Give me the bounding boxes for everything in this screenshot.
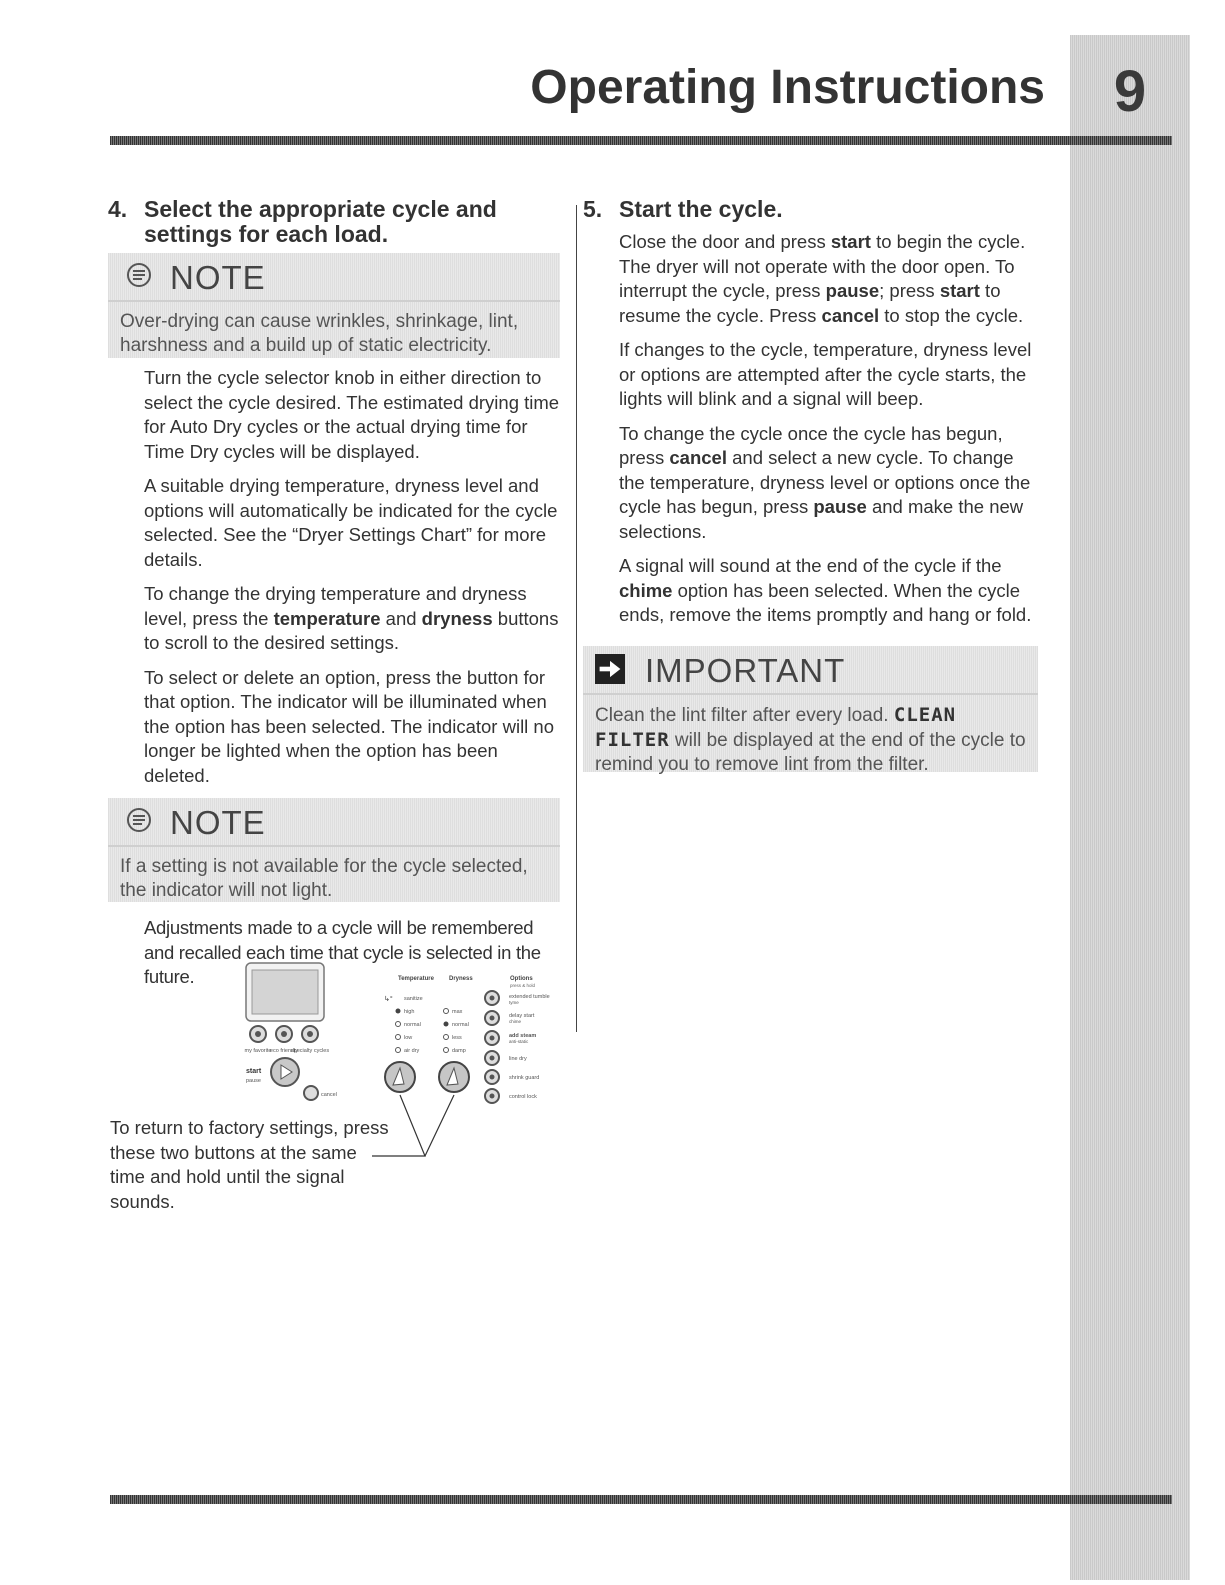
display-window: [252, 970, 318, 1014]
paragraph: If changes to the cycle, temperature, dryness level or options are attempted after the cycle starts, the lights will blink and a signal will beep.: [619, 339, 1032, 409]
cycle-buttons: [245, 1026, 330, 1054]
option-label: delay start: [509, 1013, 535, 1019]
options-subheader: press & hold: [510, 983, 536, 988]
option-label: control lock: [509, 1094, 537, 1100]
temp-indicator: [396, 1035, 401, 1040]
dry-item: max: [452, 1009, 463, 1015]
paragraph: A signal will sound at the end of the cycle if the chime option has been selected. When the cycle ends, remove the items promptly and hang or fold.: [619, 555, 1032, 625]
button-label: my favorite: [244, 1048, 272, 1054]
page-number: 9: [1113, 59, 1147, 124]
note-line: harshness and a build up of static electricity.: [120, 335, 492, 356]
temp-item: low: [404, 1035, 413, 1041]
factory-reset-caption: To return to factory settings, press these two buttons at the same time and hold until the signal sounds.: [110, 1117, 389, 1212]
cancel-keyword: cancel: [821, 304, 880, 326]
temp-item: air dry: [404, 1048, 420, 1054]
temperature-list: [404, 996, 423, 1054]
important-text: Clean the lint filter after every load. CLEAN FILTER will be displayed at the end of the cycle to remind you to remove lint from the filter.: [595, 703, 1026, 775]
note-title: NOTE: [170, 259, 266, 296]
dryness-list: [452, 1009, 469, 1054]
option-label: extended tumble: [509, 994, 550, 1000]
paragraph: Turn the cycle selector knob in either direction to select the cycle desired. The estimated drying time for Auto Dry cycles or the actual drying time for Time Dry cycles will be displayed.: [144, 367, 560, 462]
dry-item: normal: [452, 1022, 469, 1028]
temp-indicator: [396, 1009, 401, 1014]
note-line: Over-drying can cause wrinkles, shrinkage, lint,: [120, 311, 519, 332]
cancel-button: [304, 1086, 318, 1100]
temp-item: high: [404, 1009, 415, 1015]
button-label: specialty cycles: [290, 1048, 330, 1054]
temperature-header: Temperature: [398, 976, 434, 982]
start-keyword: start: [939, 280, 980, 301]
heading-line: Select the appropriate cycle and: [144, 196, 497, 222]
option-label: add steam: [509, 1033, 537, 1039]
callout-line: [425, 1095, 454, 1156]
filter-display-text: FILTER: [595, 728, 670, 751]
paragraph: Adjustments made to a cycle will be remembered and recalled each time that cycle is selected in the future.: [144, 917, 541, 987]
paragraph: Close the door and press start to begin the cycle. The dryer will not operate with the door open. To interrupt the cycle, press pause; press start to resume the cycle. Press cancel to stop the cycle.: [619, 231, 1026, 326]
temperature-keyword: temperature: [273, 607, 381, 629]
step-number: 5.: [583, 196, 603, 222]
pause-label: pause: [246, 1078, 261, 1084]
step-number: 4.: [108, 196, 128, 222]
dry-item: less: [452, 1035, 462, 1041]
dryness-keyword: dryness: [421, 607, 493, 629]
options-header: Options: [510, 976, 533, 982]
option-label: shrink guard: [509, 1075, 540, 1081]
paragraph: To change the drying temperature and dryness level, press the temperature and dryness buttons to scroll to the desired settings.: [144, 583, 559, 653]
cancel-keyword: cancel: [669, 447, 727, 468]
option-labels: [509, 994, 550, 1100]
dry-indicator: [444, 1022, 449, 1027]
start-label: start: [246, 1068, 262, 1075]
chime-keyword: chime: [619, 579, 673, 601]
dryness-header: Dryness: [449, 976, 473, 982]
temp-item: normal: [404, 1022, 421, 1028]
paragraph: To select or delete an option, press the button for that option. The indicator will be illuminated when the option has been selected. The indicator will no longer be lighted when the option has been deleted.: [144, 666, 555, 786]
start-keyword: start: [830, 231, 871, 252]
dry-indicator: [444, 1035, 449, 1040]
temp-item: sanitize: [404, 996, 423, 1002]
page-title: Operating Instructions: [530, 61, 1045, 114]
sanitize-icon: ↳°: [384, 996, 393, 1003]
note-line: If a setting is not available for the cycle selected,: [120, 856, 528, 877]
pause-keyword: pause: [813, 496, 867, 517]
note-line: the indicator will not light.: [120, 880, 333, 901]
cancel-label: cancel: [321, 1092, 337, 1098]
important-title: IMPORTANT: [645, 651, 846, 689]
heading-line: Start the cycle.: [619, 196, 783, 222]
heading-line: settings for each load.: [144, 221, 389, 247]
clean-display-text: CLEAN: [893, 703, 957, 726]
dry-indicator: [444, 1009, 449, 1014]
dry-indicator: [444, 1048, 449, 1053]
dry-item: damp: [452, 1048, 466, 1054]
paragraph: To change the cycle once the cycle has begun, press cancel and select a new cycle. To change the temperature, dryness level or options once the cycle has begun, press pause and make the new selections.: [619, 422, 1031, 542]
option-buttons: [485, 991, 499, 1103]
option-sublabel: chime: [509, 1019, 522, 1024]
note-title: NOTE: [170, 804, 266, 841]
temp-indicator: [396, 1022, 401, 1027]
option-label: line dry: [509, 1056, 527, 1062]
temp-indicator: [396, 1048, 401, 1053]
option-sublabel: tyme: [509, 1000, 519, 1005]
paragraph: A suitable drying temperature, dryness level and options will automatically be indicated for the cycle selected. See the “Dryer Settings Chart” for more details.: [144, 475, 558, 570]
button-label: eco friendly: [269, 1048, 299, 1054]
option-sublabel: anti-static: [509, 1039, 529, 1044]
pause-keyword: pause: [825, 280, 880, 301]
